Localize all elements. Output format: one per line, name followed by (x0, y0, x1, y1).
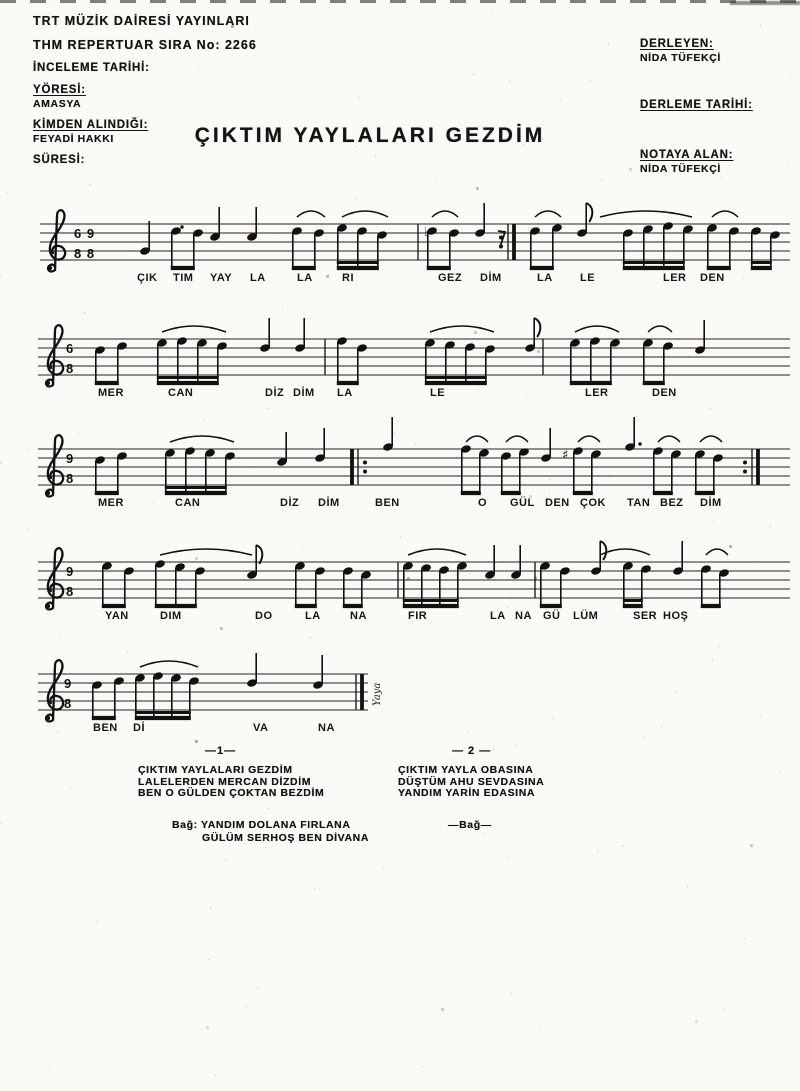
time-signature-top: 9 (66, 451, 75, 466)
time-signature-bottom: 8 (64, 696, 73, 711)
notaya-alan-value: NİDA TÜFEKÇİ (640, 163, 721, 175)
slur (162, 326, 226, 332)
lyric-syllable: DİM (480, 272, 502, 284)
lyric-syllable: LE (430, 387, 446, 399)
treble-clef-icon (46, 325, 63, 386)
slur (342, 211, 388, 217)
verse-line: ÇIKTIM YAYLALARI GEZDİM (138, 764, 293, 776)
notaya-alan-label: NOTAYA ALAN: (640, 149, 734, 161)
accidental: ♯ (562, 448, 569, 463)
note-group (706, 223, 740, 270)
lyric-syllable: BEN (375, 497, 400, 509)
lyric-syllable: LE (580, 272, 596, 284)
lyric-syllable: LA (337, 387, 353, 399)
lyric-syllable: TAN (627, 497, 651, 509)
note-group (460, 444, 490, 495)
note-group (622, 561, 652, 608)
lyric-syllable: NA (350, 610, 367, 622)
lyric-syllable: LA (250, 272, 266, 284)
lyric-syllable: DEN (652, 387, 677, 399)
note-group (672, 541, 684, 576)
slur (466, 436, 488, 442)
verse-line: LALELERDEN MERCAN DİZDİM (138, 775, 312, 788)
treble-clef-icon (46, 435, 63, 496)
slur (578, 436, 600, 442)
derleyen-value: NİDA TÜFEKÇİ (640, 52, 721, 64)
treble-clef-icon (46, 548, 63, 609)
slur (430, 326, 494, 332)
lyric-syllable: BEZ (660, 497, 684, 509)
note-group (294, 561, 326, 608)
repertoire-number-line: THM REPERTUAR SIRA No: 2266 (33, 38, 257, 52)
verse-lines (138, 765, 324, 800)
slur (535, 211, 561, 217)
slur (432, 211, 458, 217)
bag-refrain (172, 819, 369, 844)
lyric-syllable: NA (318, 722, 335, 734)
suresi-label: SÜRESİ: (33, 154, 86, 166)
derleyen-label: DERLEYEN: (640, 38, 714, 50)
slur (408, 549, 466, 555)
header-right (640, 38, 753, 184)
staff-system-5 (0, 638, 800, 772)
slur (700, 436, 722, 442)
note-group (622, 221, 694, 270)
publisher-line: TRT MÜZİK DAİRESİ YAYINLARI (33, 14, 250, 28)
note-group (164, 446, 236, 495)
yoresi-value: AMASYA (33, 98, 82, 110)
note-group (572, 446, 602, 495)
lyric-syllable: SER (633, 610, 658, 622)
note-group (314, 428, 326, 463)
kimden-alindigi-value: FEYADİ HAKKI (33, 133, 114, 145)
lyric-syllable: VA (253, 722, 269, 734)
lyric-syllable: DO (255, 610, 273, 622)
note-group (540, 428, 552, 463)
note-group (156, 336, 228, 385)
lyric-syllable: RI (342, 272, 354, 284)
lyric-syllable: DİZ (280, 497, 300, 509)
lyric-syllable: ÇOK (580, 497, 606, 509)
lyric-syllable: LER (585, 387, 609, 399)
lyric-syllable: LA (297, 272, 313, 284)
note-group (569, 336, 621, 385)
scan-artifact-top (0, 0, 800, 3)
note-group (382, 417, 394, 452)
verse-lines (398, 765, 544, 800)
note-group (402, 561, 468, 608)
staff-system-1 (0, 188, 800, 322)
note-group (652, 446, 682, 495)
lyric-syllable: LA (305, 610, 321, 622)
bag-line: Bağ: YANDIM DOLANA FIRLANA (172, 819, 351, 831)
verse-line: DÜŞTÜM AHU SEVDASINA (398, 775, 545, 788)
lyric-syllable: DİM (318, 497, 340, 509)
lyric-syllable: FIR (408, 610, 428, 622)
time-signature-top: 9 (64, 676, 73, 691)
note-group (170, 225, 204, 270)
lyric-syllable: DİM (700, 497, 722, 509)
handwritten-vertical-note: Yaya (372, 682, 383, 706)
slur (648, 326, 672, 332)
lyric-syllable: GÜL (510, 497, 535, 509)
lyric-syllable: CAN (175, 497, 201, 509)
slur (170, 436, 234, 442)
slur (140, 661, 198, 667)
time-signature-bottom: 8 (66, 471, 75, 486)
yoresi-label: YÖRESİ: (33, 84, 86, 96)
note-group (624, 417, 642, 452)
treble-clef-icon (48, 210, 65, 271)
slur (600, 549, 650, 555)
verse-heading: —1— (205, 745, 237, 757)
lyric-syllable: YAY (210, 272, 233, 284)
lyric-syllable: ÇIK (137, 272, 158, 284)
time-signature-bottom: 8 8 (74, 246, 96, 261)
treble-clef-icon (46, 660, 63, 721)
derleme-tarihi-label: DERLEME TARİHİ: (640, 99, 753, 111)
note-group (642, 338, 674, 385)
song-title: ÇIKTIM YAYLALARI GEZDİM (194, 124, 546, 147)
lyric-syllable: DIM (160, 610, 182, 622)
lyric-syllable: LA (537, 272, 553, 284)
lyric-syllable: GÜ (543, 610, 561, 622)
lyric-syllable: DİM (293, 387, 315, 399)
note-group (134, 671, 200, 720)
note-group (259, 318, 271, 353)
bag-line: GÜLÜM SERHOŞ BEN DİVANA (202, 831, 370, 844)
lyric-syllable: Dİ (133, 722, 145, 734)
verse-heading: — 2 — (452, 745, 492, 757)
lyric-syllable: MER (98, 387, 124, 399)
lyric-syllable: DEN (700, 272, 725, 284)
lyric-syllable: MER (98, 497, 124, 509)
note-group (424, 338, 496, 385)
note-group (154, 559, 206, 608)
time-signature-top: 6 9 (74, 226, 96, 241)
lyric-syllable: O (478, 497, 488, 509)
time-signature-bottom: 8 (66, 584, 75, 599)
note-group (336, 336, 368, 385)
note-group (139, 221, 151, 256)
slur (575, 326, 619, 332)
lyric-syllable: LER (663, 272, 687, 284)
bag-reference: —Bağ— (448, 819, 492, 831)
slur (600, 211, 692, 217)
verse-line: BEN O GÜLDEN ÇOKTAN BEZDİM (138, 787, 325, 799)
lyric-syllable: TIM (173, 272, 194, 284)
note-group (529, 223, 563, 270)
note-group (294, 318, 306, 353)
lyric-syllable: DEN (545, 497, 570, 509)
lyric-syllable: GEZ (438, 272, 463, 284)
scan-artifact-top-right (730, 1, 800, 5)
accidental: ♭ (424, 225, 431, 240)
slur (160, 549, 252, 555)
slur (297, 211, 325, 217)
note-group (694, 449, 724, 495)
note-group (342, 566, 372, 608)
lyric-syllable: YAN (105, 610, 129, 622)
slur (658, 436, 680, 442)
inceleme-tarihi-label: İNCELEME TARİHİ: (33, 62, 150, 74)
note-group (474, 203, 486, 238)
note-group (312, 655, 324, 690)
kimden-alindigi-label: KİMDEN ALINDIĞI: (33, 119, 149, 131)
lyric-syllable: LÜM (573, 610, 599, 622)
verse-line: YANDIM YARİN EDASINA (398, 787, 536, 799)
time-signature-bottom: 8 (66, 361, 75, 376)
time-signature-top: 9 (66, 564, 75, 579)
slur (506, 436, 528, 442)
time-signature-top: 6 (66, 341, 75, 356)
lyric-syllable: LA (490, 610, 506, 622)
note-group (336, 223, 388, 270)
slur (712, 211, 738, 217)
note-group (539, 561, 571, 608)
note-group (694, 320, 706, 355)
lyric-syllable: DİZ (265, 387, 285, 399)
note-group (246, 653, 258, 688)
slur (706, 549, 728, 555)
lyric-syllable: CAN (168, 387, 194, 399)
verse-line: ÇIKTIM YAYLA OBASINA (398, 764, 534, 776)
note-group (500, 447, 530, 495)
note-group (101, 561, 135, 608)
lyric-syllable: HOŞ (663, 610, 689, 622)
lyric-syllable: NA (515, 610, 532, 622)
spacer (640, 73, 753, 99)
lyric-syllable: BEN (93, 722, 118, 734)
